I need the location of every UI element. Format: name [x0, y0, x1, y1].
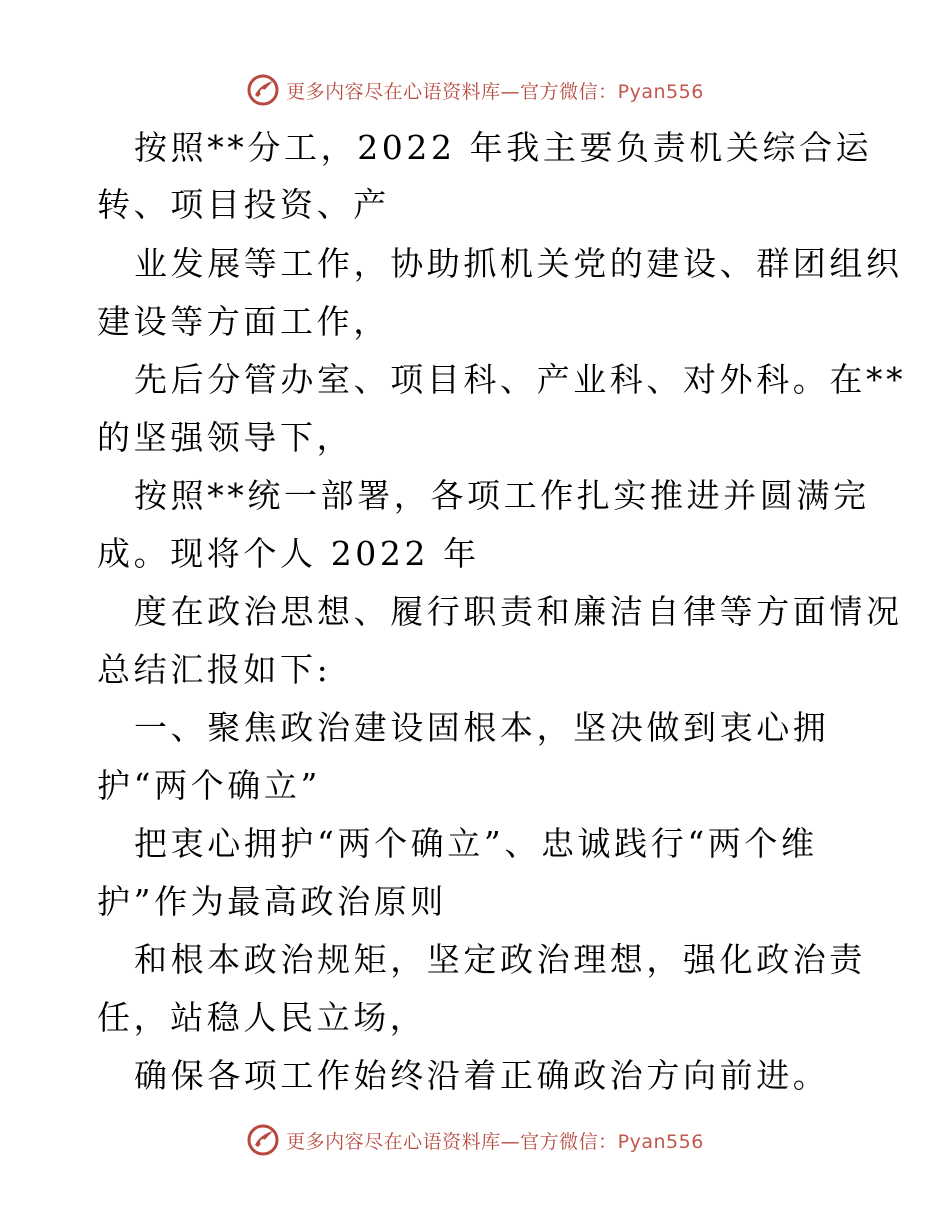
- paragraph-7-line-1: 把衷心拥护“两个确立”、忠诚践行“两个维: [134, 824, 818, 863]
- paragraph-4-line-1: 按照**统一部署，各项工作扎实推进并圆满完: [134, 476, 870, 515]
- paragraph-3-line-1: 先后分管办室、项目科、产业科、对外科。在**: [134, 360, 907, 399]
- paragraph-8-line-2: 任，站稳人民立场，: [97, 998, 427, 1037]
- watermark-text: 更多内容尽在心语资料库—官方微信：Pyan556: [286, 80, 704, 103]
- paragraph-1-line-2: 转、项目投资、产: [97, 185, 390, 224]
- brand-logo-icon: [246, 1123, 280, 1157]
- paragraph-2-line-2: 建设等方面工作，: [97, 302, 390, 341]
- paragraph-9-line-1: 确保各项工作始终沿着正确政治方向前进。: [134, 1056, 830, 1095]
- section-heading-line-2: 护“两个确立”: [97, 766, 321, 805]
- footer-watermark: [0, 1120, 950, 1160]
- paragraph-5-line-1: 度在政治思想、履行职责和廉洁自律等方面情况: [134, 592, 903, 631]
- paragraph-3-line-2: 的坚强领导下，: [97, 418, 354, 457]
- paragraph-5-line-2: 总结汇报如下:: [97, 650, 332, 689]
- watermark-text: 更多内容尽在心语资料库—官方微信：Pyan556: [286, 1130, 704, 1153]
- paragraph-1-line-1: 按照**分工，2022 年我主要负责机关综合运: [134, 128, 873, 167]
- paragraph-2-line-1: 业发展等工作，协助抓机关党的建设、群团组织: [134, 244, 903, 283]
- paragraph-7-line-2: 护”作为最高政治原则: [97, 882, 447, 921]
- section-heading-line-1: 一、聚焦政治建设固根本，坚决做到衷心拥: [134, 708, 830, 747]
- paragraph-4-line-2: 成。现将个人 2022 年: [97, 534, 480, 573]
- paragraph-8-line-1: 和根本政治规矩，坚定政治理想，强化政治责: [134, 940, 866, 979]
